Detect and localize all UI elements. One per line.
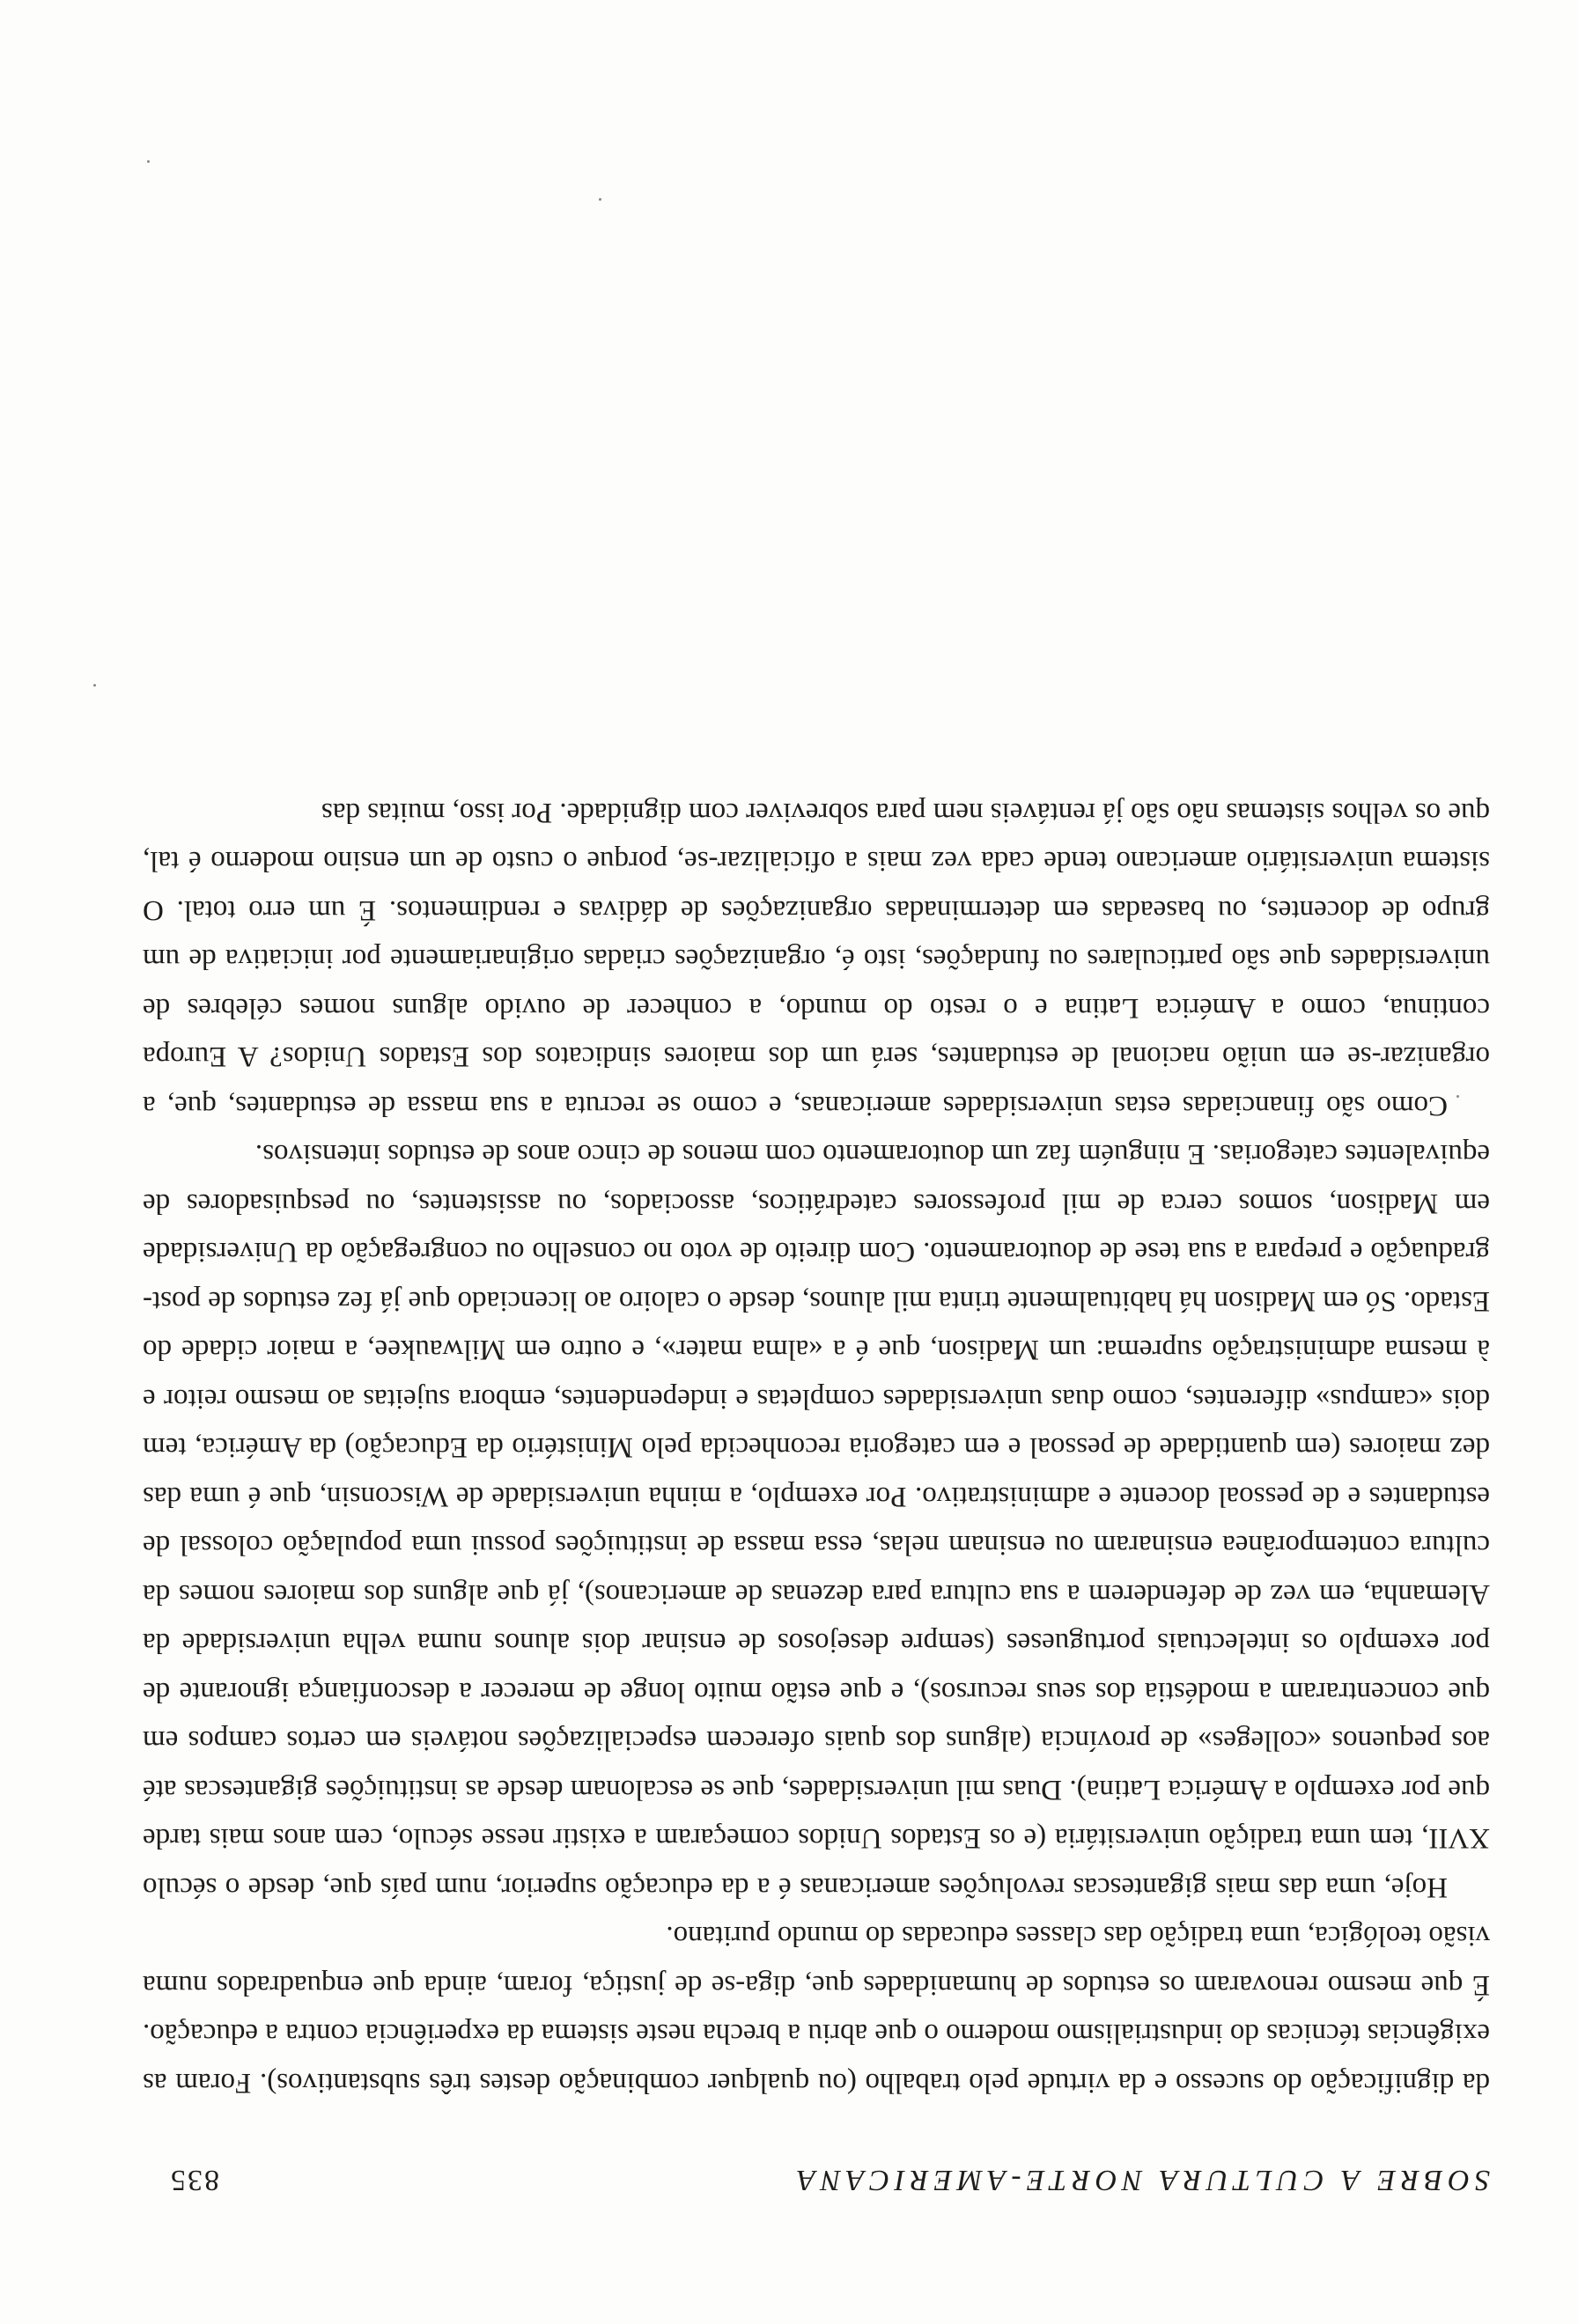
page-number: 835 bbox=[169, 2164, 219, 2196]
paragraph: da dignificação do sucesso e da virtude pelo trabalho (ou qualquer combinação destes três substantivos). Foram as exigências técnicas do industrialismo moderno o que abriu a brecha neste sistema da experiência contra a educação. É que mesmo renovaram os estudos de humanidades que, diga-se de justiça, foram, ainda que enquadrados numa visão teológica, uma tradição das classes educadas do mundo puritano. bbox=[143, 1920, 1490, 2099]
running-head: SOBRE A CULTURA NORTE-AMERICANA bbox=[792, 2164, 1490, 2196]
paragraph: Como são financiadas estas universidades americanas, e como se recruta a sua massa de estudantes, que, a organizar-se em união nacional de estudantes, será um dos maiores sindicatos dos Estados Unidos? A Europa continua, como a América Latina e o resto do mundo, a conhecer de ouvido alguns nomes célebres de universidades que são particulares ou fundações, isto é, organizações criadas originariamente por iniciativa de um grupo de docentes, ou baseadas em determinadas organizações de dádivas e rendimentos. É um erro total. O sistema universitário americano tende cada vez mais a oficializar-se, porque o custo de um ensino moderno é tal, que os velhos sistemas não são já rentáveis nem para sobreviver com dignidade. Por isso, muitas das bbox=[143, 797, 1490, 1122]
paragraph: Hoje, uma das mais gigantescas revoluções americanas é a da educação superior, num país que, desde o século XVII, tem uma tradição universitária (e os Estados Unidos começaram a existir nesse século, cem anos mais tarde que por exemplo a América Latina). Duas mil universidades, que se escalonam desde as instituições gigantescas até aos pequenos «colleges» de província (alguns dos quais oferecem especializações notáveis em certos campos em que concentraram a modéstia dos seus recursos), e que estão muito longe de merecer a desconfiança ignorante de por exemplo os intelectuais portugueses (sempre desejosos de ensinar dois alunos numa velha universidade da Alemanha, em vez de defenderem a sua cultura para dezenas de americanos), já que alguns dos maiores nomes da cultura contemporânea ensinaram ou ensinam nelas, essa massa de instituições possui uma população colossal de estudantes e de pessoal docente e administrativo. Por exemplo, a minha universidade de Wisconsin, que é uma das dez maiores (em quantidade de pessoal e em categoria reconhecida pelo Ministério da Educação) da América, tem dois «campus» diferentes, como duas universidades completas e independentes, embora sujeitas ao mesmo reitor e à mesma administração suprema: um Madison, que é a «alma mater», e outro em Milwaukee, a maior cidade do Estado. Só em Madison há habitualmente trinta mil alunos, desde o caloiro ao licenciado que já fez estudos de post-graduação e prepara a sua tese de doutoramento. Com direito de voto no conselho ou congregação da Universidade em Madison, somos cerca de mil professores catedráticos, associados, ou assistentes, ou pesquisadores de equivalentes categorias. E ninguém faz um doutoramento com menos de cinco anos de estudos intensivos. bbox=[143, 1138, 1490, 1903]
page-header bbox=[169, 2152, 1490, 2196]
body-text bbox=[143, 788, 1490, 2107]
scan-speck bbox=[93, 684, 96, 687]
scan-speck bbox=[599, 198, 601, 201]
scan-speck bbox=[1456, 1095, 1459, 1098]
scan-speck bbox=[147, 160, 150, 163]
